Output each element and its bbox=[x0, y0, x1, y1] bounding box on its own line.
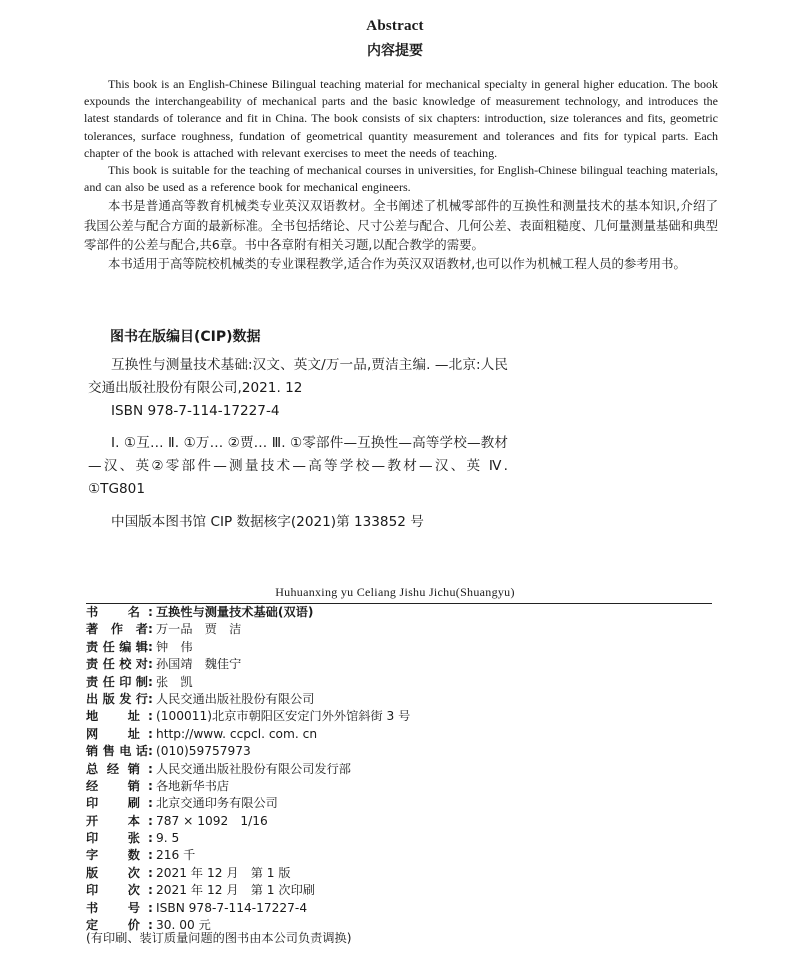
imprint-colon: : bbox=[148, 657, 153, 672]
imprint-row bbox=[86, 830, 586, 847]
imprint-label: 印张 bbox=[86, 831, 140, 846]
imprint-value: 互换性与测量技术基础(双语) bbox=[156, 605, 314, 619]
imprint-row bbox=[86, 795, 586, 812]
cip-citation: 互换性与测量技术基础:汉文、英文/万一品,贾洁主编. —北京:人民交通出版社股份有限公司,2021. 12 bbox=[88, 357, 508, 396]
imprint-label: 书号 bbox=[86, 900, 140, 915]
imprint-row bbox=[86, 691, 586, 708]
imprint-label: 出版发行 bbox=[86, 691, 148, 706]
imprint-colon: : bbox=[148, 848, 153, 863]
imprint-value: 张 凯 bbox=[156, 674, 193, 689]
imprint-value: 787 × 1092 1/16 bbox=[156, 813, 268, 828]
imprint-label: 版次 bbox=[86, 865, 140, 880]
quality-note: (有印刷、装订质量问题的图书由本公司负责调换) bbox=[86, 931, 352, 945]
imprint-row bbox=[86, 639, 586, 656]
imprint-label: 著作者 bbox=[86, 622, 148, 637]
imprint-value: (100011)北京市朝阳区安定门外外馆斜街 3 号 bbox=[156, 709, 411, 724]
imprint-colon: : bbox=[148, 900, 153, 915]
imprint-colon: : bbox=[148, 726, 153, 741]
imprint-label: 书名 bbox=[86, 605, 140, 619]
imprint-label: 字数 bbox=[86, 848, 140, 863]
imprint-row bbox=[86, 813, 586, 830]
abstract-title: Abstract bbox=[366, 18, 424, 34]
cip-record bbox=[88, 354, 508, 534]
imprint-colon: : bbox=[148, 831, 153, 846]
imprint-value: (010)59757973 bbox=[156, 744, 251, 759]
imprint-label: 印次 bbox=[86, 883, 140, 898]
imprint-value: 钟 伟 bbox=[156, 639, 193, 654]
imprint-label: 地址 bbox=[86, 709, 140, 724]
imprint-row bbox=[86, 743, 586, 760]
imprint-row bbox=[86, 778, 586, 795]
imprint-colon: : bbox=[148, 778, 153, 793]
abstract-chinese-paragraph: 本书是普通高等教育机械类专业英汉双语教材。全书阐述了机械零部件的互换性和测量技术的基本知识,介绍了我国公差与配合方面的最新标准。全书包括绪论、尺寸公差与配合、几何公差、表面粗糙度、几何量测量基础和典型零部件的公差与配合,共6章。书中各章附有相关习题,以配合教学的需要。 bbox=[84, 198, 718, 252]
imprint-row bbox=[86, 882, 586, 899]
imprint-table bbox=[86, 604, 586, 934]
imprint-colon: : bbox=[148, 918, 153, 933]
imprint-row bbox=[86, 726, 586, 743]
cip-record-number: 中国版本图书馆 CIP 数据核字(2021)第 133852 号 bbox=[111, 514, 424, 530]
imprint-row bbox=[86, 761, 586, 778]
abstract-english-paragraph: This book is suitable for the teaching of mechanical courses in universities, for English-Chinese bilingual teaching materials, and can also be used as a reference book for mechanical engineers. bbox=[84, 163, 718, 195]
imprint-value: 30. 00 元 bbox=[156, 918, 211, 933]
imprint-row bbox=[86, 847, 586, 864]
imprint-colon: : bbox=[148, 865, 153, 880]
imprint-value: 216 千 bbox=[156, 848, 196, 863]
imprint-value: 人民交通出版社股份有限公司 bbox=[156, 691, 315, 706]
imprint-label: 责任印制 bbox=[86, 674, 148, 689]
imprint-label: 网址 bbox=[86, 726, 140, 741]
imprint-colon: : bbox=[148, 691, 153, 706]
imprint-colon: : bbox=[148, 622, 153, 637]
imprint-row bbox=[86, 865, 586, 882]
imprint-value: 万一品 贾 洁 bbox=[156, 622, 242, 637]
imprint-value: http://www. ccpcl. com. cn bbox=[156, 726, 318, 741]
imprint-colon: : bbox=[148, 744, 153, 759]
imprint-colon: : bbox=[148, 761, 153, 776]
imprint-label: 开本 bbox=[86, 813, 140, 828]
imprint-value: ISBN 978-7-114-17227-4 bbox=[156, 900, 308, 915]
imprint-value: 2021 年 12 月 第 1 版 bbox=[156, 865, 291, 880]
pinyin-title: Huhuanxing yu Celiang Jishu Jichu(Shuangyu) bbox=[275, 585, 515, 599]
imprint-colon: : bbox=[148, 813, 153, 828]
imprint-label: 总经销 bbox=[86, 761, 140, 776]
imprint-label: 印刷 bbox=[86, 796, 140, 811]
imprint-label: 责任校对 bbox=[86, 657, 148, 672]
imprint-row bbox=[86, 900, 586, 917]
abstract-english-paragraph: This book is an English-Chinese Bilingual teaching material for mechanical specialty in general higher education. The book expounds the interchangeability of mechanical parts and the basic knowledge of measurement technology, and introduces the latest standards of tolerance and fit in China. The book consists of six chapters: introduction, size tolerances and fits, geometric tolerances, surface roughness, fundation of geometrical quantity measurement and tolerances and fits for typical parts. Each chapter of the book is attached with relevant exercises to meet the needs of teaching. bbox=[84, 77, 718, 160]
imprint-colon: : bbox=[148, 674, 153, 689]
imprint-value: 9. 5 bbox=[156, 831, 180, 846]
imprint-colon: : bbox=[148, 605, 153, 619]
imprint-value: 2021 年 12 月 第 1 次印刷 bbox=[156, 883, 315, 898]
abstract-body bbox=[84, 76, 718, 273]
imprint-label: 销售电话 bbox=[86, 744, 148, 759]
imprint-colon: : bbox=[148, 639, 153, 654]
cip-isbn: ISBN 978-7-114-17227-4 bbox=[111, 403, 280, 419]
abstract-subtitle: 内容提要 bbox=[367, 43, 423, 59]
imprint-row bbox=[86, 604, 586, 621]
cip-header: 图书在版编目(CIP)数据 bbox=[110, 329, 261, 345]
imprint-value: 孙国靖 魏佳宁 bbox=[156, 657, 242, 672]
imprint-value: 各地新华书店 bbox=[156, 778, 230, 793]
imprint-row bbox=[86, 621, 586, 638]
imprint-label: 定价 bbox=[86, 918, 140, 933]
abstract-chinese-paragraph: 本书适用于高等院校机械类的专业课程教学,适合作为英汉双语教材,也可以作为机械工程人员的参考用书。 bbox=[108, 256, 686, 272]
imprint-colon: : bbox=[148, 796, 153, 811]
imprint-row bbox=[86, 708, 586, 725]
imprint-label: 责任编辑 bbox=[86, 639, 148, 654]
imprint-colon: : bbox=[148, 883, 153, 898]
cip-subjects: Ⅰ. ①互… Ⅱ. ①万… ②贾… Ⅲ. ①零部件—互换性—高等学校—教材—汉、英②零部件—测量技术—高等学校—教材—汉、英 Ⅳ. ①TG801 bbox=[88, 435, 508, 497]
imprint-row bbox=[86, 656, 586, 673]
imprint-value: 北京交通印务有限公司 bbox=[156, 796, 278, 811]
imprint-colon: : bbox=[148, 709, 153, 724]
imprint-row bbox=[86, 674, 586, 691]
imprint-label: 经销 bbox=[86, 778, 140, 793]
imprint-value: 人民交通出版社股份有限公司发行部 bbox=[156, 761, 351, 776]
